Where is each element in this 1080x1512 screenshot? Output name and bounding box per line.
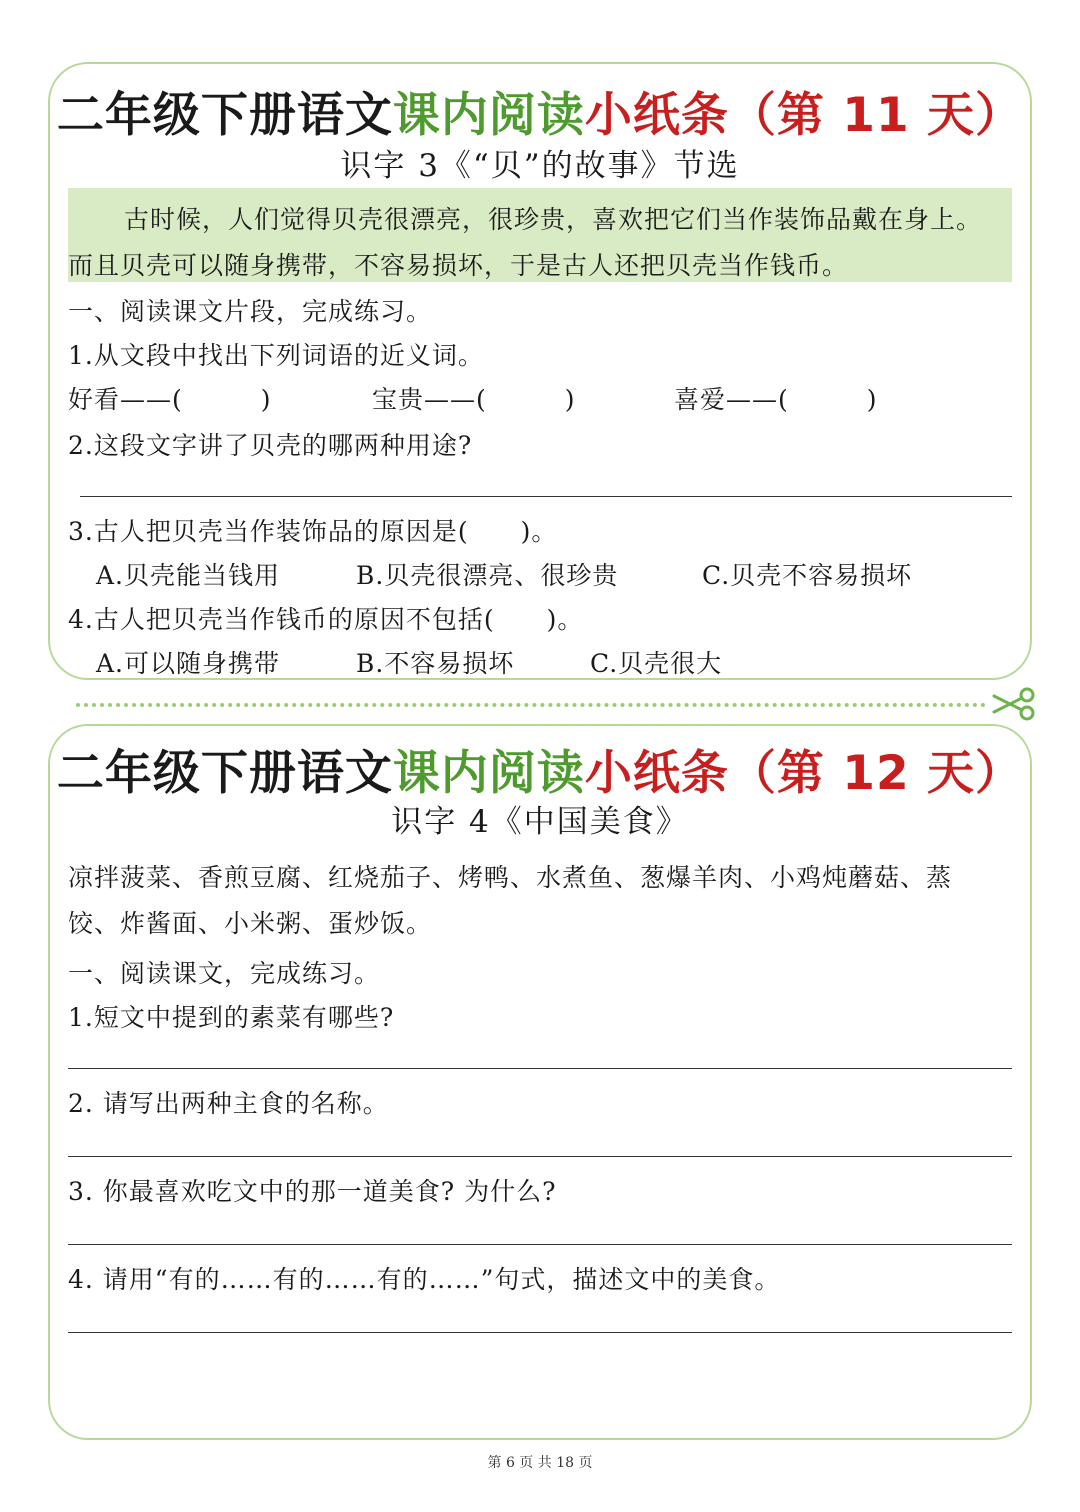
day12-question-1: 1.短文中提到的素菜有哪些? <box>68 1003 395 1032</box>
day11-title <box>50 78 1030 145</box>
day11-card <box>48 62 1032 680</box>
day11-question-1: 1.从文段中找出下列词语的近义词。 <box>68 341 484 370</box>
day11-q4-option-b[interactable]: B.不容易损坏 <box>356 649 515 678</box>
day12-q1-answer-line[interactable] <box>68 1068 1012 1069</box>
day11-q3-option-b[interactable]: B.贝壳很漂亮、很珍贵 <box>356 561 619 590</box>
title-day-text: 小纸条（第 11 天） <box>584 88 1024 143</box>
cut-line-divider <box>76 703 986 707</box>
day12-card <box>48 724 1032 1440</box>
day11-q4-option-c[interactable]: C.贝壳很大 <box>590 649 723 678</box>
day12-section-heading: 一、阅读课文，完成练习。 <box>68 959 381 988</box>
title-reading-text: 课内阅读 <box>392 746 585 801</box>
title-grade-text: 二年级下册语文 <box>56 746 393 801</box>
day12-subtitle: 识字 4《中国美食》 <box>391 804 689 840</box>
page-number-footer: 第 6 页 共 18 页 <box>487 1455 593 1471</box>
day11-question-3: 3.古人把贝壳当作装饰品的原因是( )。 <box>68 517 558 546</box>
day11-q1-item-1: 好看——( ) <box>68 385 272 414</box>
day11-q1-item-2: 宝贵——( ) <box>372 385 576 414</box>
day11-passage-line1: 古时候，人们觉得贝壳很漂亮，很珍贵，喜欢把它们当作装饰品戴在身上。 <box>124 205 983 234</box>
day11-subtitle: 识字 3《“贝”的故事》节选 <box>340 148 740 184</box>
scissors-icon <box>990 686 1038 722</box>
title-reading-text: 课内阅读 <box>392 88 585 143</box>
day11-q3-option-a[interactable]: A.贝壳能当钱用 <box>96 561 281 590</box>
day12-question-3: 3. 你最喜欢吃文中的那一道美食? 为什么? <box>68 1177 557 1206</box>
day12-q4-answer-line[interactable] <box>68 1332 1012 1333</box>
day12-q2-answer-line[interactable] <box>68 1156 1012 1157</box>
day12-passage-line2: 饺、炸酱面、小米粥、蛋炒饭。 <box>68 909 433 938</box>
day11-section-heading: 一、阅读课文片段，完成练习。 <box>68 297 433 326</box>
day12-title <box>50 736 1030 803</box>
day12-q3-answer-line[interactable] <box>68 1244 1012 1245</box>
day12-passage-line1: 凉拌菠菜、香煎豆腐、红烧茄子、烤鸭、水煮鱼、葱爆羊肉、小鸡炖蘑菇、蒸 <box>68 863 953 892</box>
day11-passage-line2: 而且贝壳可以随身携带，不容易损坏，于是古人还把贝壳当作钱币。 <box>68 251 849 280</box>
day11-q4-option-a[interactable]: A.可以随身携带 <box>96 649 281 678</box>
day11-question-4: 4.古人把贝壳当作钱币的原因不包括( )。 <box>68 605 584 634</box>
title-day-text: 小纸条（第 12 天） <box>584 746 1024 801</box>
day11-q2-answer-line[interactable] <box>80 496 1012 497</box>
day11-q3-option-c[interactable]: C.贝壳不容易损坏 <box>702 561 913 590</box>
day12-question-4: 4. 请用“有的……有的……有的……”句式，描述文中的美食。 <box>68 1265 781 1294</box>
day12-question-2: 2. 请写出两种主食的名称。 <box>68 1089 389 1118</box>
title-grade-text: 二年级下册语文 <box>56 88 393 143</box>
day11-q1-item-3: 喜爱——( ) <box>674 385 878 414</box>
day11-question-2: 2.这段文字讲了贝壳的哪两种用途? <box>68 431 473 460</box>
